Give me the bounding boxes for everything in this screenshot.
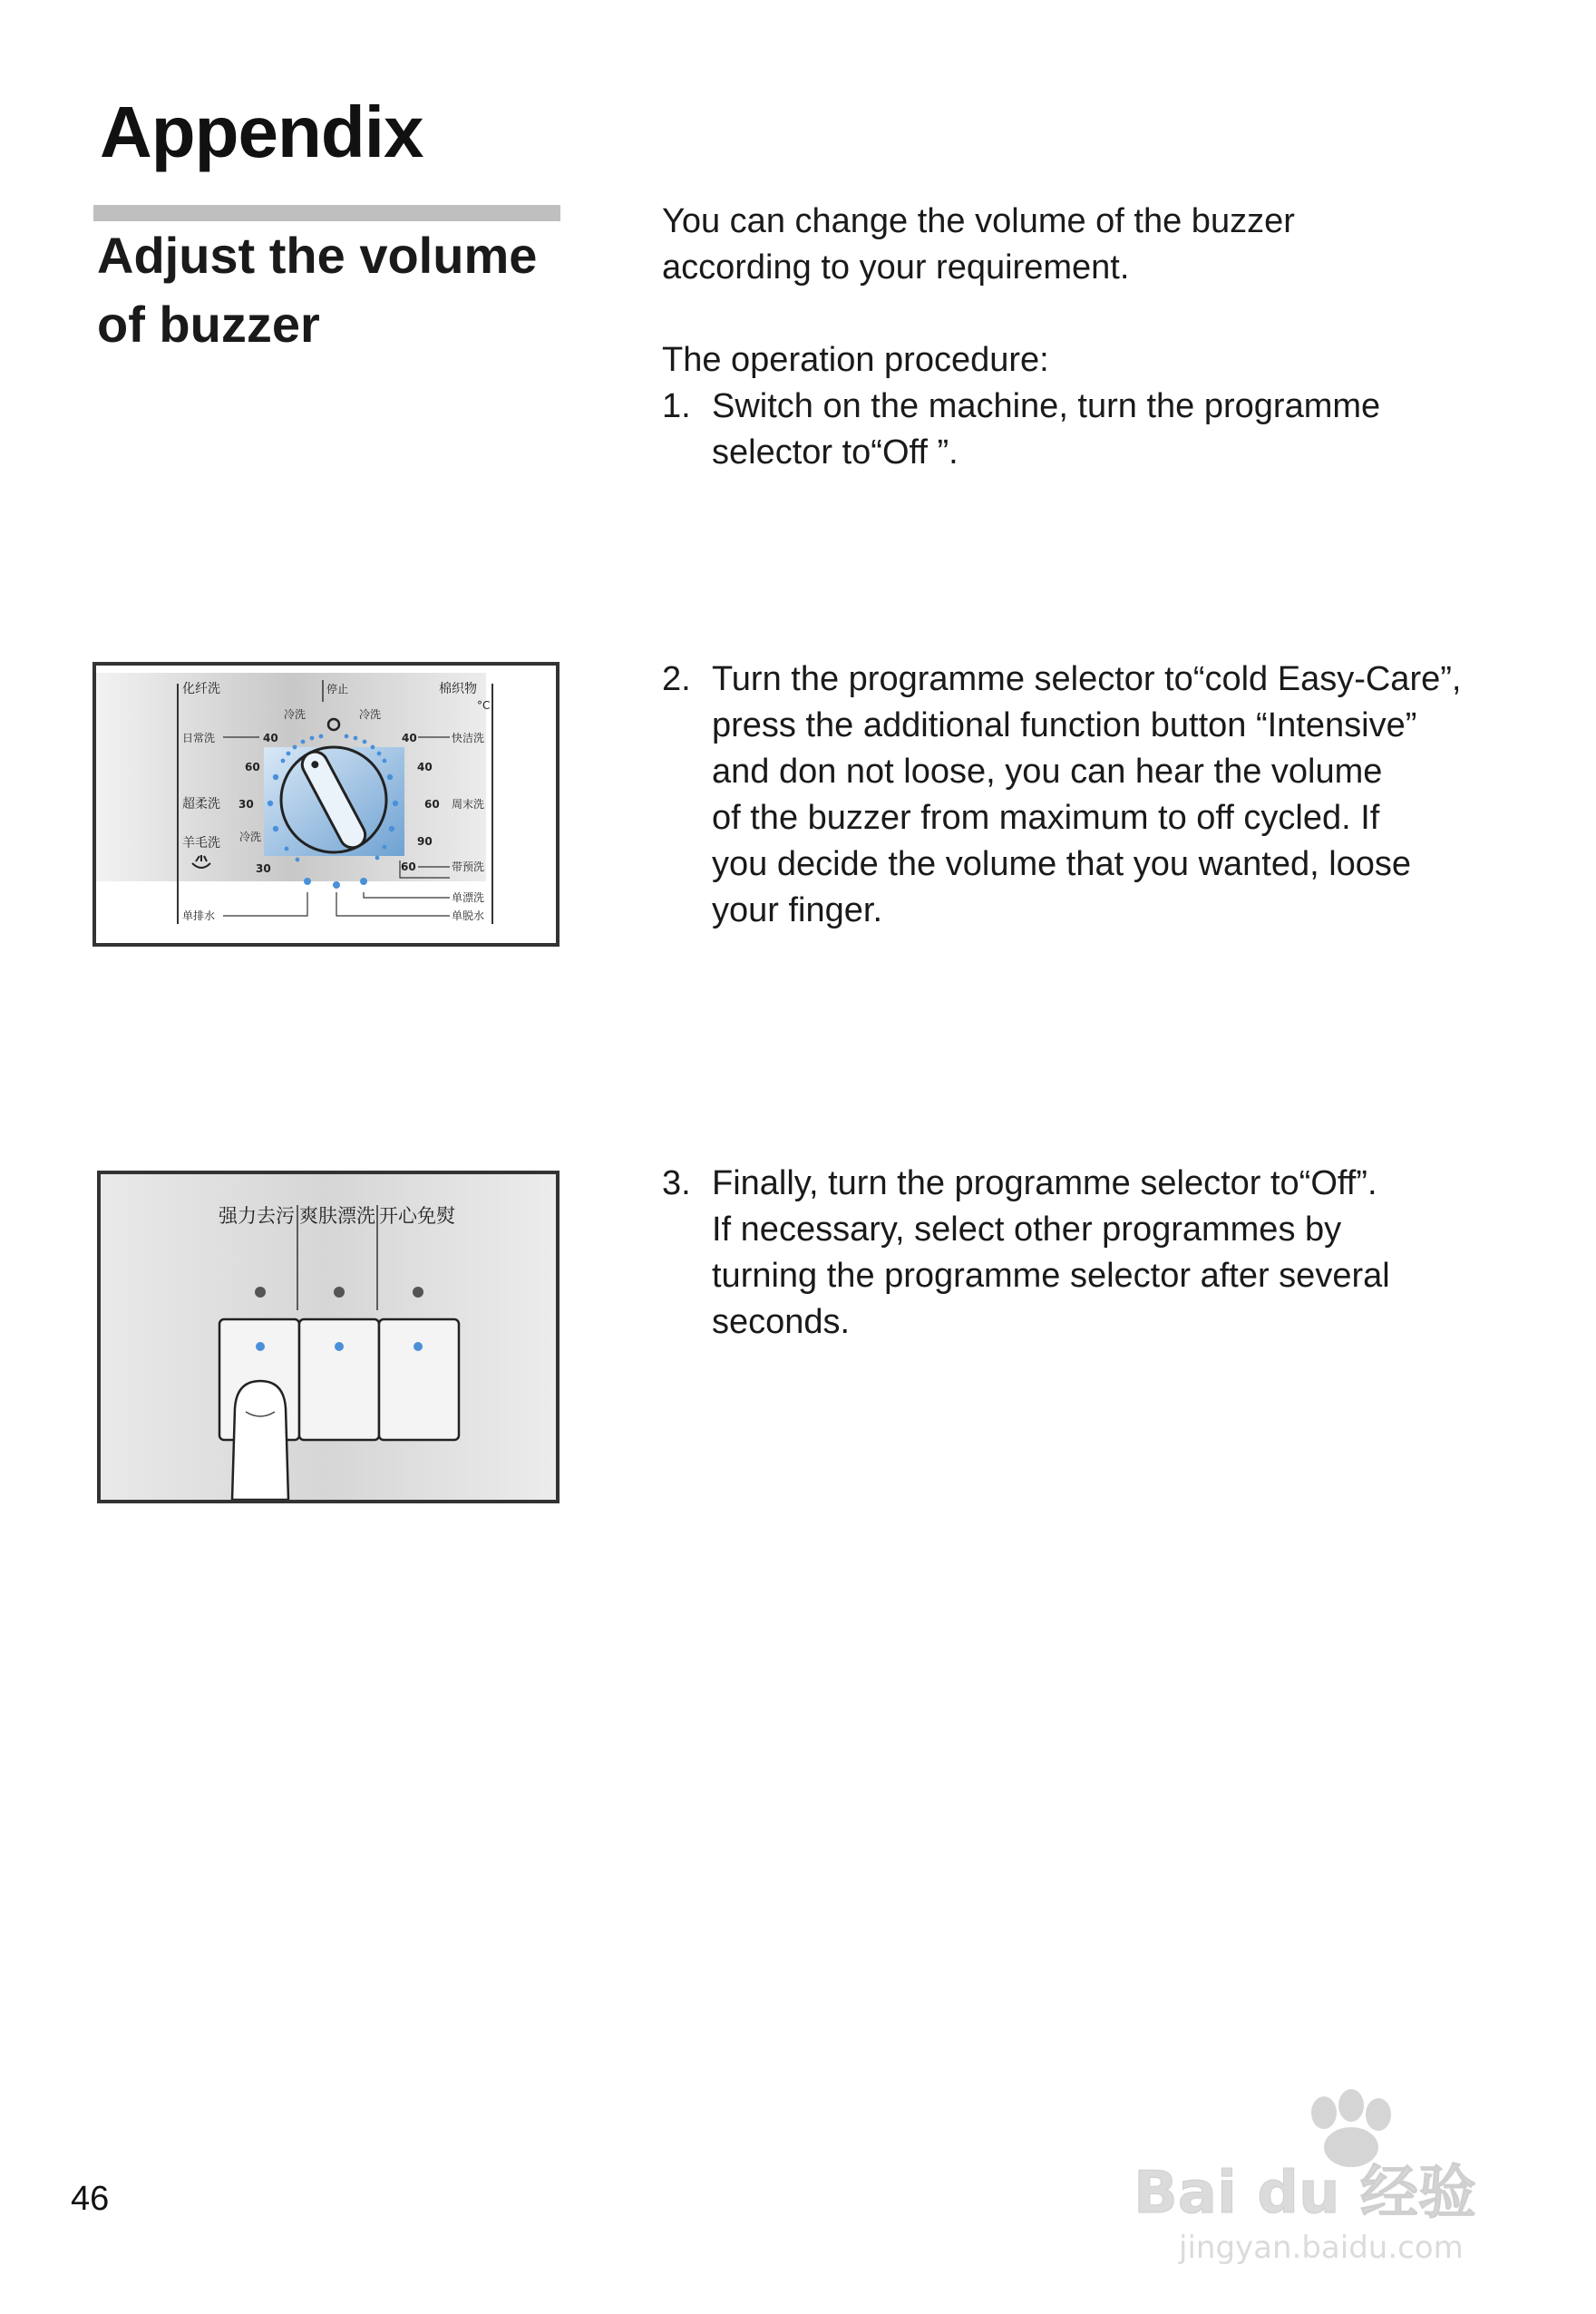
label-prewash: 带预洗 xyxy=(452,860,485,873)
watermark-brand: Bai du 经验 xyxy=(1134,2160,1476,2227)
section-divider xyxy=(93,205,560,221)
label-stop: 停止 xyxy=(326,683,349,695)
step-line: Turn the programme selector to“cold Easy-Care”, xyxy=(712,660,1462,698)
step-number: 1. xyxy=(662,387,691,425)
label-drain-only: 单排水 xyxy=(182,909,216,922)
step-line: If necessary, select other programmes by xyxy=(712,1210,1342,1249)
intro-block xyxy=(662,199,1551,476)
label-super-soft: 超柔洗 xyxy=(182,797,220,812)
label-celsius: °C xyxy=(477,699,491,712)
step-line: you decide the volume that you wanted, loose xyxy=(712,845,1412,883)
section-title-line: of buzzer xyxy=(97,296,320,353)
button-label-easy-iron: 开心免熨 xyxy=(379,1205,455,1227)
step-line: your finger. xyxy=(712,891,882,929)
label-cold-right: 冷洗 xyxy=(359,708,382,721)
label-spin-only: 单脱水 xyxy=(452,909,485,922)
label-cotton: 棉织物 xyxy=(439,682,477,696)
temp-label: 60 xyxy=(401,860,416,873)
label-synthetics: 化纤洗 xyxy=(182,682,220,696)
label-wool: 羊毛洗 xyxy=(182,836,220,851)
programme-dial-panel xyxy=(92,662,560,947)
rinse-plus-button[interactable] xyxy=(299,1319,379,1440)
step-number: 3. xyxy=(662,1164,691,1202)
finger-icon xyxy=(232,1381,288,1500)
label-daily: 日常洗 xyxy=(182,732,216,744)
watermark-url: jingyan.baidu.com xyxy=(1179,2230,1464,2266)
page-number: 46 xyxy=(71,2180,110,2218)
easy-iron-button[interactable] xyxy=(379,1319,459,1440)
temp-label: 40 xyxy=(417,761,433,773)
temp-label: 90 xyxy=(417,835,433,848)
step-2 xyxy=(662,656,1551,934)
section-title-line: Adjust the volume xyxy=(97,227,538,284)
temp-label: 30 xyxy=(256,862,271,875)
button-label-rinse: 爽肤漂洗 xyxy=(299,1205,375,1227)
temp-label: 30 xyxy=(238,798,254,811)
step-1 xyxy=(662,384,1551,476)
procedure-label: The operation procedure: xyxy=(662,341,1049,379)
section-title xyxy=(97,221,569,359)
step-line: press the additional function button “Intensive” xyxy=(712,706,1417,744)
button-label-intensive: 强力去污 xyxy=(219,1205,295,1227)
step-line: selector to“Off ”. xyxy=(712,433,959,472)
step-line: seconds. xyxy=(712,1303,851,1341)
step-line: Switch on the machine, turn the programme xyxy=(712,387,1381,425)
temp-label: 60 xyxy=(424,798,440,811)
step-number: 2. xyxy=(662,660,691,698)
step-line: and don not loose, you can hear the volume xyxy=(712,753,1383,791)
step-3 xyxy=(662,1161,1551,1346)
label-cold-left: 冷洗 xyxy=(284,708,307,721)
label-cold-wool: 冷洗 xyxy=(239,831,262,843)
step-line: turning the programme selector after several xyxy=(712,1257,1390,1295)
intro-line: You can change the volume of the buzzer xyxy=(662,202,1295,240)
function-button-panel xyxy=(97,1171,560,1503)
temp-label: 60 xyxy=(245,761,260,773)
label-rinse-only: 单漂洗 xyxy=(452,891,485,904)
temp-label: 40 xyxy=(402,732,417,744)
step-line: Finally, turn the programme selector to“Off”. xyxy=(712,1164,1377,1202)
temp-label: 40 xyxy=(263,732,278,744)
page-title: Appendix xyxy=(100,92,423,172)
label-weekend: 周末洗 xyxy=(452,798,485,811)
intro-line: according to your requirement. xyxy=(662,248,1130,287)
paw-icon xyxy=(1311,2089,1391,2167)
step-line: of the buzzer from maximum to off cycled. If xyxy=(712,799,1380,837)
label-quick: 快洁洗 xyxy=(452,732,485,744)
baidu-watermark xyxy=(1124,2076,1523,2267)
